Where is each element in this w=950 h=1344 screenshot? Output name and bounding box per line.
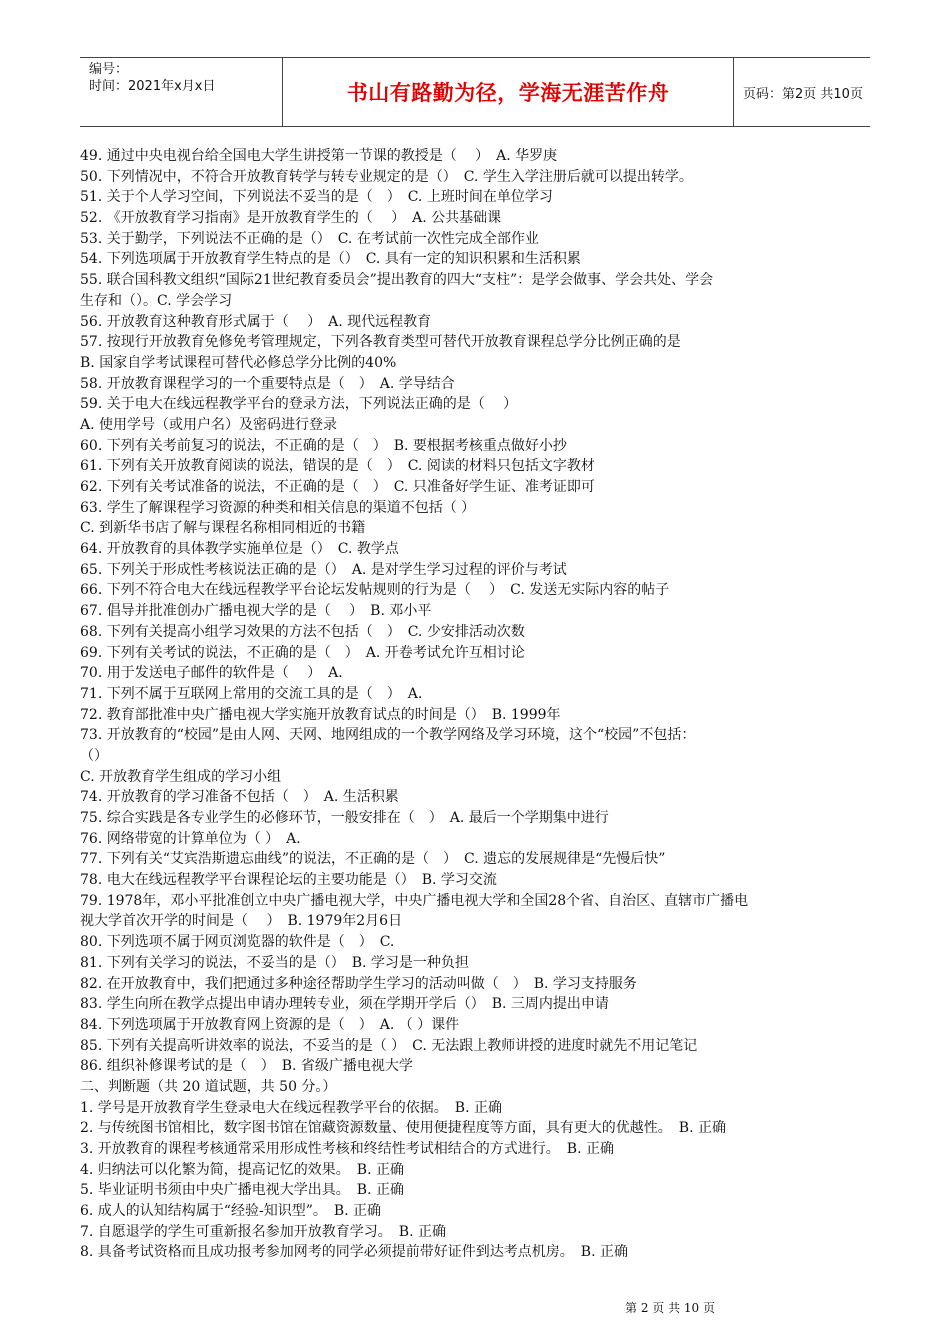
text-line: 77. 下列有关“艾宾浩斯遗忘曲线”的说法，不正确的是（ ） C. 遗忘的发展规律是“先慢后快” [80,851,666,868]
document-time: 时间：2021年x月x日 [89,79,216,94]
text-line: 71. 下列不属于互联网上常用的交流工具的是（ ） A. [80,685,423,702]
page-footer: 第 2 页 共 10 页 [625,1301,715,1315]
text-line: 79. 1978年，邓小平批准创立中央广播电视大学，中央广播电视大学和全国28个省、自治区、直辖市广播电 [80,892,749,909]
text-line: 85. 下列有关提高听讲效率的说法，不妥当的是（ ） C. 无法跟上教师讲授的进度时就先不用记笔记 [80,1037,698,1054]
text-line: 二、判断题（共 20 道试题，共 50 分。） [80,1078,337,1095]
document-number-label: 编号： [89,62,129,77]
text-line: 60. 下列有关考前复习的说法，不正确的是（ ） B. 要根据考核重点做好小抄 [80,437,567,454]
document-body [80,146,880,1263]
text-line: 83. 学生向所在教学点提出申请办理转专业，须在学期开学后（） B. 三周内提出申请 [80,996,609,1013]
text-line: 62. 下列有关考试准备的说法，不正确的是（ ） C. 只准备好学生证、准考证即可 [80,479,595,495]
text-line: 86. 组织补修课考试的是（ ） B. 省级广播电视大学 [80,1058,413,1075]
text-line: 80. 下列选项不属于网页浏览器的软件是（ ） C. [80,934,395,951]
text-line: 68. 下列有关提高小组学习效果的方法不包括（ ） C. 少安排活动次数 [80,623,525,640]
text-line: 69. 下列有关考试的说法，不正确的是（ ） A. 开卷考试允许互相讨论 [80,644,525,661]
text-line: 55. 联合国科教文组织“国际21世纪教育委员会”提出教育的四大“支柱”：是学会做事、学会共处、学会 [80,272,714,289]
text-line: 视大学首次开学的时间是（ ） B. 1979年2月6日 [80,913,403,930]
text-line: 67. 倡导并批准创办广播电视大学的是（ ） B. 邓小平 [80,603,432,620]
header-page-info: 页码：第2页 共10页 [743,86,863,102]
text-line: 70. 用于发送电子邮件的软件是（ ） A. [80,665,343,682]
page-header [80,57,870,127]
text-line: 64. 开放教育的具体教学实施单位是（） C. 教学点 [80,541,399,558]
text-line: 3. 开放教育的课程考核通常采用形成性考核和终结性考试相结合的方式进行。 B. 正确 [80,1141,614,1157]
text-line: C. 到新华书店了解与课程名称相同相近的书籍 [80,520,366,537]
text-line: 66. 下列不符合电大在线远程教学平台论坛发帖规则的行为是（ ） C. 发送无实际内容的帖子 [80,582,670,599]
header-meta [80,58,282,126]
text-line: 76. 网络带宽的计算单位为（ ） A. [80,830,301,847]
text-line: 82. 在开放教育中，我们把通过多种途径帮助学生学习的活动叫做（ ） B. 学习支持服务 [80,975,637,992]
text-line: 63. 学生了解课程学习资源的种类和相关信息的渠道不包括（ ） [80,499,476,516]
text-line: A. 使用学号（或用户名）及密码进行登录 [80,416,338,433]
header-motto: 书山有路勤为径，学海无涯苦作舟 [282,58,734,126]
text-line: 75. 综合实践是各专业学生的必修环节，一般安排在（ ） A. 最后一个学期集中进行 [80,810,609,826]
text-line: 59. 关于电大在线远程教学平台的登录方法，下列说法正确的是（ ） [80,396,518,413]
text-line: 生存和（）。C. 学会学习 [80,292,233,309]
text-line: 5. 毕业证明书须由中央广播电视大学出具。 B. 正确 [80,1182,404,1199]
text-line: 56. 开放教育这种教育形式属于（ ） A. 现代远程教育 [80,313,432,330]
text-line: 52. 《开放教育学习指南》是开放教育学生的（ ） A. 公共基础课 [80,210,502,227]
text-line: 2. 与传统图书馆相比，数字图书馆在馆藏资源数量、使用便捷程度等方面，具有更大的优越性。 B. 正确 [80,1120,726,1137]
text-line: （） [80,747,108,764]
text-line: 8. 具备考试资格而且成功报考参加网考的同学必须提前带好证件到达考点机房。 B. 正确 [80,1244,628,1261]
text-line: B. 国家自学考试课程可替代必修总学分比例的40% [80,354,397,371]
text-line: 1. 学号是开放教育学生登录电大在线远程教学平台的依据。 B. 正确 [80,1099,502,1116]
text-line: 61. 下列有关开放教育阅读的说法，错误的是（ ） C. 阅读的材料只包括文字教材 [80,458,595,475]
text-line: 65. 下列关于形成性考核说法正确的是（） A. 是对学生学习过程的评价与考试 [80,561,567,578]
text-line: 78. 电大在线远程教学平台课程论坛的主要功能是（） B. 学习交流 [80,872,497,889]
text-line: 81. 下列有关学习的说法，不妥当的是（） B. 学习是一种负担 [80,954,469,971]
text-line: 6. 成人的认知结构属于“经验-知识型”。 B. 正确 [80,1203,382,1220]
text-line: 7. 自愿退学的学生可重新报名参加开放教育学习。 B. 正确 [80,1223,446,1240]
text-line: 50. 下列情况中，不符合开放教育转学与转专业规定的是（） C. 学生入学注册后就可以提出转学。 [80,168,693,185]
text-line: 54. 下列选项属于开放教育学生特点的是（） C. 具有一定的知识积累和生活积累 [80,251,581,268]
text-line: 74. 开放教育的学习准备不包括（ ） A. 生活积累 [80,789,399,806]
text-line: 53. 关于勤学，下列说法不正确的是（） C. 在考试前一次性完成全部作业 [80,230,539,247]
text-line: 58. 开放教育课程学习的一个重要特点是（ ） A. 学导结合 [80,375,455,392]
text-line: C. 开放教育学生组成的学习小组 [80,768,282,785]
text-line: 51. 关于个人学习空间，下列说法不妥当的是（ ） C. 上班时间在单位学习 [80,189,553,206]
text-line: 84. 下列选项属于开放教育网上资源的是（ ） A. （ ）课件 [80,1016,460,1033]
text-line: 73. 开放教育的“校园”是由人网、天网、地网组成的一个教学网络及学习环境，这个“校园”不包括： [80,727,696,744]
text-line: 49. 通过中央电视台给全国电大学生讲授第一节课的教授是（ ） A. 华罗庚 [80,148,558,164]
text-line: 72. 教育部批准中央广播电视大学实施开放教育试点的时间是（） B. 1999年 [80,706,561,723]
text-line: 57. 按现行开放教育免修免考管理规定，下列各教育类型可替代开放教育课程总学分比例正确的是 [80,334,681,351]
text-line: 4. 归纳法可以化繁为简，提高记忆的效果。 B. 正确 [80,1161,404,1178]
